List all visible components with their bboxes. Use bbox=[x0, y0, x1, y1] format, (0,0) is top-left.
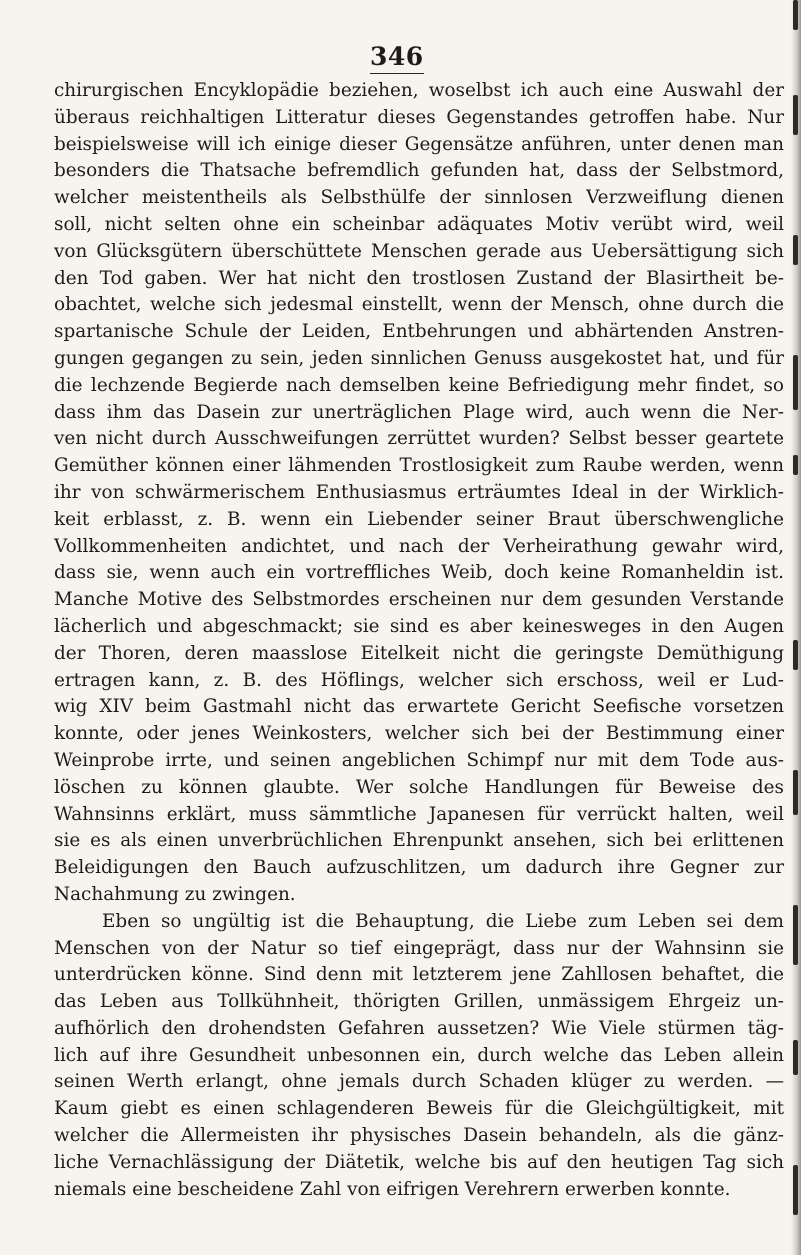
text-line: keit erblasst, z. B. wenn ein Liebender seiner Braut überschwengliche bbox=[54, 508, 784, 530]
text-line: wig XIV beim Gastmahl nicht das erwartete Gericht Seefische vorsetzen bbox=[54, 696, 784, 718]
text-line: soll, nicht selten ohne ein scheinbar adäquates Motiv verübt wird, weil bbox=[54, 213, 784, 235]
text-line: chirurgischen Encyklopädie beziehen, woselbst ich auch eine Auswahl der bbox=[54, 80, 784, 101]
page-edge-mark bbox=[793, 1040, 798, 1075]
text-line: konnte, oder jenes Weinkosters, welcher sich bei der Bestimmung einer bbox=[54, 723, 784, 745]
text-line: lich auf ihre Gesundheit unbesonnen ein, durch welche das Leben allein bbox=[54, 1044, 784, 1066]
text-line: Vollkommenheiten andichtet, und nach der Verheirathung gewahr wird, bbox=[54, 535, 784, 557]
text-line: sie es als einen unverbrüchlichen Ehrenpunkt ansehen, sich bei erlittenen bbox=[54, 830, 784, 852]
text-line: der Thoren, deren maasslose Eitelkeit nicht die geringste Demüthigung bbox=[54, 642, 784, 664]
text-line: beispielsweise will ich einige dieser Gegensätze anführen, unter denen man bbox=[54, 133, 784, 155]
page-edge-mark bbox=[793, 905, 798, 965]
text-line: dass sie, wenn auch ein vortreffliches Weib, doch keine Romanheldin ist. bbox=[54, 562, 784, 584]
text-line: seinen Werth erlangt, ohne jemals durch Schaden klüger zu werden. — bbox=[54, 1071, 784, 1093]
page-edge-mark bbox=[793, 0, 798, 30]
text-line: Menschen von der Natur so tief eingeprägt, dass nur der Wahnsinn sie bbox=[54, 937, 784, 959]
text-line: aufhörlich den drohendsten Gefahren aussetzen? Wie Viele stürmen täg- bbox=[54, 1017, 784, 1039]
text-line: löschen zu können glaubte. Wer solche Handlungen für Beweise des bbox=[54, 776, 784, 798]
text-line: ven nicht durch Ausschweifungen zerrüttet wurden? Selbst besser geartete bbox=[54, 428, 784, 450]
text-line: Nachahmung zu zwingen. bbox=[54, 883, 296, 905]
page-edge-mark bbox=[793, 95, 798, 135]
text-line: unterdrücken könne. Sind denn mit letzterem jene Zahllosen behaftet, die bbox=[54, 964, 784, 986]
text-line: Gemüther können einer lähmenden Trostlosigkeit zum Raube werden, wenn bbox=[54, 455, 784, 477]
page-edge-mark bbox=[793, 1165, 798, 1215]
text-line: obachtet, welche sich jedesmal einstellt, wenn der Mensch, ohne durch die bbox=[54, 294, 784, 316]
text-line: gungen gegangen zu sein, jeden sinnlichen Genuss ausgekostet hat, und für bbox=[54, 347, 784, 369]
text-line: von Glücksgütern überschüttete Menschen gerade aus Uebersättigung sich bbox=[54, 240, 784, 262]
page-edge-mark bbox=[793, 770, 798, 815]
text-line: ihr von schwärmerischem Enthusiasmus erträumtes Ideal in der Wirklich- bbox=[54, 481, 784, 503]
text-line: Wahnsinns erklärt, muss sämmtliche Japanesen für verrückt halten, weil bbox=[54, 803, 784, 825]
page-edge-mark bbox=[793, 235, 798, 265]
text-line: Kaum giebt es einen schlagenderen Beweis für die Gleichgültigkeit, mit bbox=[54, 1098, 784, 1120]
text-line: lächerlich und abgeschmackt; sie sind es aber keinesweges in den Augen bbox=[54, 615, 784, 637]
text-line: überaus reichhaltigen Litteratur dieses Gegenstandes getroffen habe. Nur bbox=[54, 106, 784, 128]
text-line: dass ihm das Dasein zur unerträglichen Plage wird, auch wenn die Ner- bbox=[54, 401, 784, 423]
page-number: 346 bbox=[370, 42, 424, 74]
text-line: ertragen kann, z. B. des Höflings, welcher sich erschoss, weil er Lud- bbox=[54, 669, 784, 691]
text-line: niemals eine bescheidene Zahl von eifrigen Verehrern erwerben konnte. bbox=[54, 1178, 731, 1200]
text-line: liche Vernachlässigung der Diätetik, welche bis auf den heutigen Tag sich bbox=[54, 1151, 784, 1173]
page-edge-mark bbox=[793, 640, 798, 670]
page-edge-mark bbox=[793, 455, 798, 475]
text-line: besonders die Thatsache befremdlich gefunden hat, dass der Selbstmord, bbox=[54, 160, 784, 182]
text-line: den Tod gaben. Wer hat nicht den trostlosen Zustand der Blasirtheit be- bbox=[54, 267, 784, 289]
text-line: Weinprobe irrte, und seinen angeblichen Schimpf nur mit dem Tode aus- bbox=[54, 749, 784, 771]
text-line: Eben so ungültig ist die Behauptung, die Liebe zum Leben sei dem bbox=[102, 910, 784, 932]
text-line: die lechzende Begierde nach demselben keine Befriedigung mehr findet, so bbox=[54, 374, 784, 396]
text-line: das Leben aus Tollkühnheit, thörigten Grillen, unmässigem Ehrgeiz un- bbox=[54, 991, 784, 1013]
text-line: welcher meistentheils als Selbsthülfe der sinnlosen Verzweiflung dienen bbox=[54, 187, 784, 209]
text-line: spartanische Schule der Leiden, Entbehrungen und abhärtenden Anstren- bbox=[54, 321, 784, 343]
page-edge-mark bbox=[793, 355, 798, 410]
text-line: Manche Motive des Selbstmordes erscheinen nur dem gesunden Verstande bbox=[54, 589, 784, 611]
text-line: welcher die Allermeisten ihr physisches Dasein behandeln, als die gänz- bbox=[54, 1125, 784, 1147]
body-text bbox=[54, 78, 784, 1203]
text-line: Beleidigungen den Bauch aufzuschlitzen, um dadurch ihre Gegner zur bbox=[54, 857, 784, 879]
